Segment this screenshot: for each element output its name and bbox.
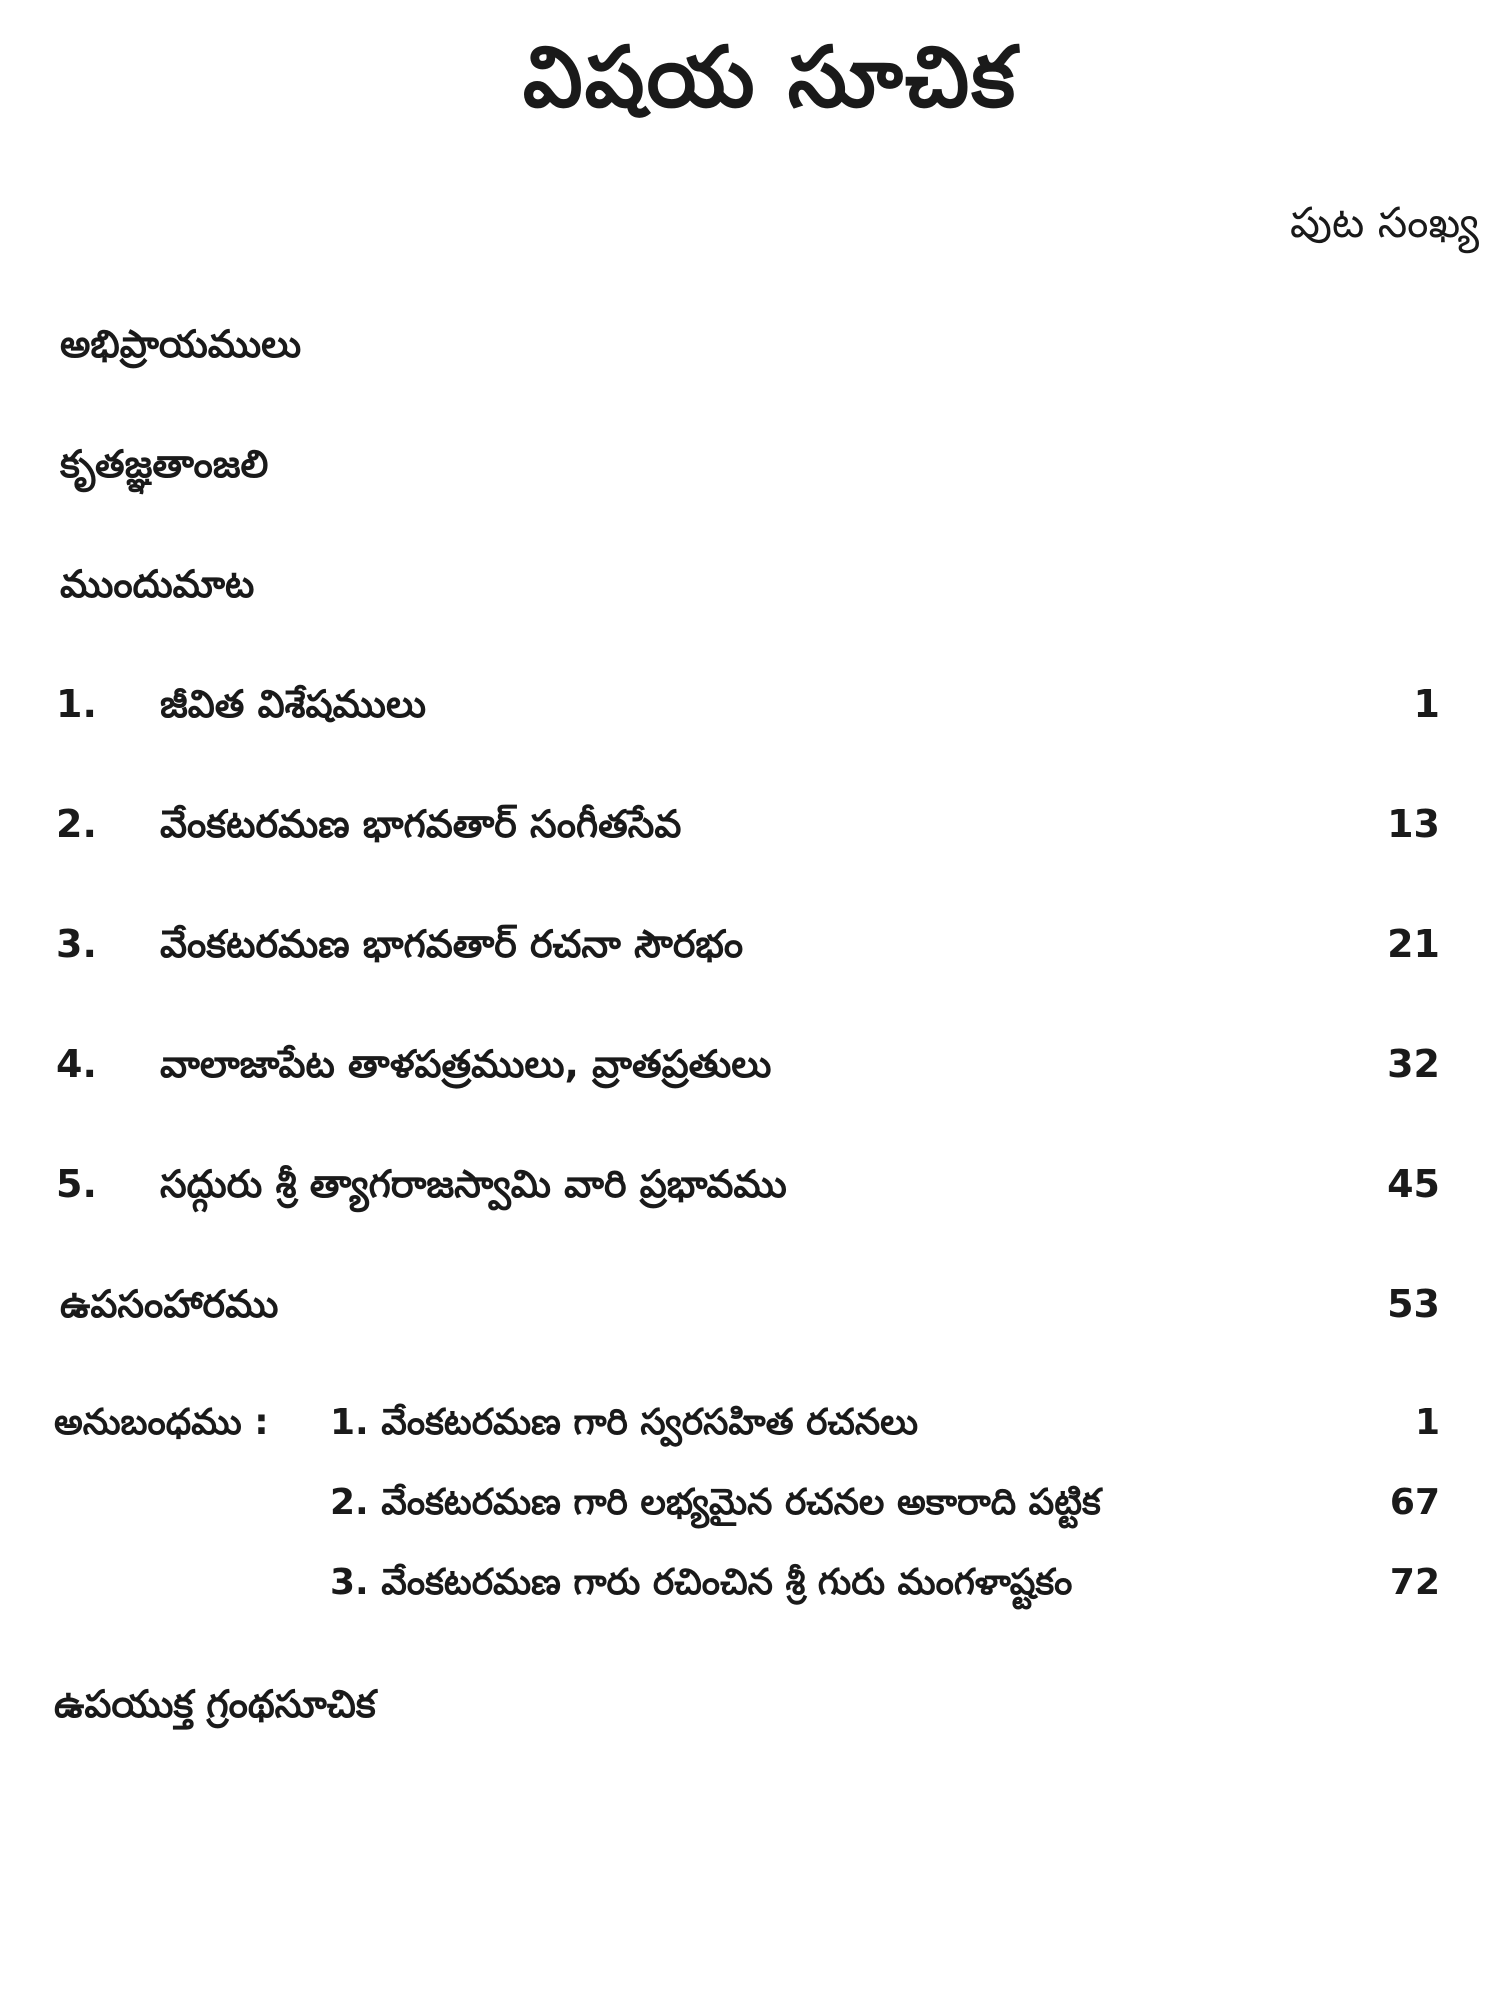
toc-entry-chapter-1	[0, 682, 1500, 742]
toc-entry-page: 1	[1413, 682, 1440, 726]
toc-entry-label: ఉపసంహారము	[60, 1282, 279, 1326]
toc-entry-label: వేంకటరమణ భాగవతార్ రచనా సౌరభం	[160, 922, 744, 966]
toc-entry-label: ఉపయుక్త గ్రంథసూచిక	[54, 1682, 376, 1726]
toc-entry-label: 2. వేంకటరమణ గారి లభ్యమైన రచనల అకారాది పట్టిక	[330, 1482, 1101, 1523]
toc-entry-label: 1. వేంకటరమణ గారి స్వరసహిత రచనలు	[330, 1402, 919, 1443]
toc-appendix-item-1	[0, 1402, 1500, 1462]
toc-entry-page: 45	[1387, 1162, 1440, 1206]
toc-entry-gratitude	[0, 442, 1500, 502]
toc-entry-chapter-4	[0, 1042, 1500, 1102]
toc-entry-label: అభిప్రాయములు	[60, 322, 302, 366]
toc-entry-label: సద్గురు శ్రీ త్యాగరాజస్వామి వారి ప్రభావము	[160, 1162, 787, 1206]
toc-entry-number: 4.	[56, 1042, 97, 1086]
page-number-column-header: పుట సంఖ్య	[1290, 198, 1479, 247]
toc-entry-conclusion	[0, 1282, 1500, 1342]
toc-entry-label: వాలాజాపేట తాళపత్రములు, వ్రాతప్రతులు	[160, 1042, 772, 1086]
toc-entry-page: 32	[1387, 1042, 1440, 1086]
toc-entry-page: 53	[1387, 1282, 1440, 1326]
toc-entry-page: 13	[1387, 802, 1440, 846]
toc-entry-label: జీవిత విశేషములు	[160, 682, 427, 726]
toc-entry-number: 3.	[56, 922, 97, 966]
page-title: విషయ సూచిక	[522, 28, 1018, 126]
toc-entry-page: 67	[1389, 1482, 1440, 1523]
toc-appendix-item-3	[0, 1562, 1500, 1622]
toc-entry-number: 2.	[56, 802, 97, 846]
toc-entry-chapter-2	[0, 802, 1500, 862]
toc-entry-label: వేంకటరమణ భాగవతార్ సంగీతసేవ	[160, 802, 682, 846]
toc-entry-opinions	[0, 322, 1500, 382]
toc-entry-number: 5.	[56, 1162, 97, 1206]
toc-entry-chapter-3	[0, 922, 1500, 982]
toc-entry-chapter-5	[0, 1162, 1500, 1222]
toc-entry-label: ముందుమాట	[60, 562, 255, 606]
toc-entry-page: 1	[1414, 1402, 1440, 1443]
toc-entry-bibliography	[0, 1682, 1500, 1742]
toc-entry-number: 1.	[56, 682, 97, 726]
toc-entry-page: 21	[1387, 922, 1440, 966]
toc-entry-label: 3. వేంకటరమణ గారు రచించిన శ్రీ గురు మంగళాష్టకం	[330, 1562, 1073, 1603]
toc-entry-foreword	[0, 562, 1500, 622]
toc-entry-page: 72	[1389, 1562, 1440, 1603]
toc-appendix-label: అనుబంధము :	[54, 1402, 269, 1443]
toc-appendix-item-2	[0, 1482, 1500, 1542]
toc-entry-label: కృతజ్ఞతాంజలి	[60, 442, 269, 486]
